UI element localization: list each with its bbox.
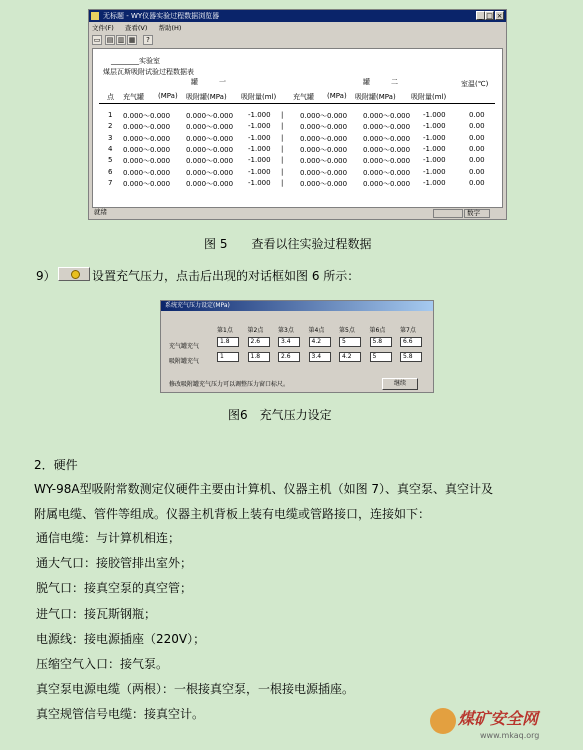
- row2-label: 吸附罐充气: [169, 358, 200, 365]
- print-setup-icon[interactable]: ▦: [128, 36, 136, 44]
- table-cell: 0.000～0.000: [123, 168, 171, 177]
- table-cell: 0.000～0.000: [300, 112, 348, 120]
- table-cell: 3: [108, 133, 113, 142]
- table-cell: 0.000～0.000: [300, 179, 348, 188]
- statusbar: [92, 209, 503, 218]
- connection-item: 压缩空气入口：接气泵。: [36, 657, 169, 671]
- table-cell: 0.00: [469, 156, 485, 165]
- table-cell: -1.000: [423, 156, 446, 165]
- gear-icon: [71, 270, 80, 279]
- table-cell: 0.000～0.000: [300, 157, 348, 166]
- connection-item: 真空泵电源电缆（两根）：一根接真空泵，一根接电源插座。: [36, 682, 355, 697]
- table-cell: -1.000: [248, 111, 271, 119]
- table-cell: 0.000～0.000: [123, 157, 171, 166]
- col-header: 吸附量(ml): [411, 93, 447, 101]
- menubar: [92, 24, 190, 33]
- window-titlebar: [89, 10, 506, 22]
- table-cell: -1.000: [423, 122, 446, 131]
- preview-icon[interactable]: ▥: [117, 36, 125, 44]
- point-header: 第1点: [217, 327, 233, 334]
- open-icon[interactable]: ▭: [93, 36, 101, 44]
- adsorption-tank-input[interactable]: 5.8: [400, 352, 422, 362]
- set-pressure-button[interactable]: [58, 267, 90, 281]
- adsorption-tank-input[interactable]: 5: [370, 352, 392, 362]
- table-cell: 5: [108, 156, 113, 165]
- point-header: 第2点: [247, 327, 264, 334]
- table-cell: -1.000: [423, 133, 446, 142]
- table-cell: 2: [108, 122, 113, 131]
- table-cell: 0.000～0.000: [123, 145, 171, 154]
- continue-button[interactable]: 继续: [382, 378, 418, 390]
- adsorption-tank-input[interactable]: 2.6: [278, 352, 300, 362]
- column-separator: |: [281, 122, 284, 131]
- table-cell: 0.000～0.000: [363, 157, 411, 166]
- point-header: 第6点: [369, 327, 386, 334]
- status-numlock: 数字: [464, 209, 490, 218]
- table-cell: -1.000: [423, 178, 446, 187]
- table-cell: 7: [108, 178, 113, 187]
- table-cell: 0.00: [469, 178, 485, 187]
- table-cell: -1.000: [248, 167, 271, 176]
- paragraph-line: 附属电缆、管件等组成。仪器主机背板上装有电缆或管路接口，连接如下：: [34, 507, 431, 521]
- logo-mark-icon: [430, 708, 456, 734]
- table-cell: 0.00: [469, 133, 485, 142]
- logo-name: 煤矿安全网: [458, 709, 539, 728]
- table-cell: 0.000～0.000: [363, 145, 411, 154]
- charge-tank-input[interactable]: 5.8: [370, 337, 392, 347]
- table-cell: 0.000～0.000: [363, 112, 411, 120]
- connection-item: 真空规管信号电缆：接真空计。: [36, 707, 205, 722]
- table-cell: -1.000: [248, 144, 271, 153]
- table-cell: 0.000～0.000: [300, 123, 348, 132]
- column-separator: |: [281, 167, 284, 176]
- row1-label: 充气罐充气: [169, 343, 200, 350]
- logo-url: www.mkaq.org: [480, 731, 540, 740]
- table-cell: -1.000: [248, 133, 271, 142]
- close-button[interactable]: ×: [496, 12, 503, 20]
- table-cell: 0.000～0.000: [186, 134, 234, 143]
- col-header: 吸附罐(MPa): [355, 93, 396, 101]
- connection-item: 进气口：接瓦斯钢瓶；: [36, 606, 157, 621]
- step-text: 设置充气压力，点击后出现的对话框如图 6 所示：: [92, 269, 360, 283]
- table-cell: 0.00: [469, 122, 485, 131]
- col-header: 吸附量(ml): [241, 93, 277, 101]
- table-cell: -1.000: [248, 156, 271, 165]
- charge-tank-input[interactable]: 4.2: [309, 337, 331, 347]
- report-view: [92, 48, 503, 208]
- table-cell: 0.000～0.000: [186, 145, 234, 154]
- table-title: 煤层瓦斯吸附试验过程数据表: [103, 68, 194, 76]
- help-icon[interactable]: ?: [143, 35, 153, 45]
- group-label-2: 罐 二: [363, 78, 398, 86]
- adsorption-tank-input[interactable]: 1.8: [248, 352, 270, 362]
- table-cell: 6: [108, 167, 113, 176]
- connection-item: 通大气口：接胶管排出室外；: [36, 556, 193, 571]
- table-cell: 0.000～0.000: [186, 179, 234, 188]
- adsorption-tank-input[interactable]: 3.4: [309, 352, 331, 362]
- dialog-note: 修改吸附罐充气压力可以调整压力窗口标尺。: [169, 381, 290, 388]
- table-cell: -1.000: [423, 111, 446, 119]
- group-label-1: 罐 一: [191, 78, 226, 86]
- minimize-button[interactable]: _: [476, 11, 485, 20]
- table-cell: 0.000～0.000: [186, 157, 234, 166]
- connection-item: 通信电缆：与计算机相连；: [36, 531, 181, 545]
- table-cell: 0.000～0.000: [186, 112, 234, 120]
- point-header: 第5点: [339, 327, 355, 334]
- data-browser-window: [88, 9, 507, 220]
- lab-line: ________实验室: [111, 57, 160, 65]
- table-cell: 0.000～0.000: [123, 134, 171, 143]
- col-header: 充气罐: [123, 93, 144, 101]
- app-icon: [91, 12, 99, 20]
- table-cell: 0.000～0.000: [300, 134, 348, 143]
- point-header: 第7点: [400, 327, 416, 334]
- table-cell: 0.00: [469, 144, 485, 153]
- table-cell: 0.000～0.000: [186, 168, 234, 177]
- table-cell: -1.000: [248, 178, 271, 187]
- print-icon[interactable]: ▤: [106, 36, 114, 44]
- site-logo: [428, 700, 578, 744]
- col-header: 充气罐: [293, 93, 314, 101]
- pressure-setting-dialog: [160, 300, 434, 393]
- column-separator: |: [281, 156, 284, 165]
- charge-tank-input[interactable]: 6.6: [400, 337, 422, 347]
- point-header: 点: [107, 93, 114, 101]
- menu-view[interactable]: 查看(V): [124, 24, 148, 32]
- table-cell: 0.000～0.000: [123, 179, 171, 188]
- charge-tank-input[interactable]: 2.6: [248, 337, 270, 347]
- table-cell: -1.000: [423, 167, 446, 176]
- dialog-title: 系统充气压力设定(MPa): [161, 301, 433, 311]
- menu-help[interactable]: 帮助(H): [158, 24, 182, 32]
- section-heading: 2．硬件: [34, 458, 78, 472]
- status-panel: [433, 209, 463, 218]
- col-header: 吸附罐(MPa): [186, 93, 227, 101]
- table-cell: 0.000～0.000: [186, 123, 234, 132]
- connection-item: 电源线：接电源插座（220V）；: [36, 631, 206, 646]
- table-cell: 0.00: [469, 111, 485, 119]
- column-separator: |: [281, 133, 284, 142]
- column-separator: |: [281, 178, 284, 187]
- menu-file[interactable]: 文件(F): [92, 24, 114, 32]
- adsorption-tank-input[interactable]: 1: [217, 352, 239, 362]
- table-cell: 0.000～0.000: [363, 179, 411, 188]
- point-header: 第3点: [278, 327, 294, 334]
- figure6-caption: 图6 充气压力设定: [228, 408, 332, 422]
- column-separator: |: [281, 111, 284, 119]
- step-number: 9）: [36, 269, 56, 283]
- table-cell: -1.000: [248, 122, 271, 131]
- col-header: (MPa): [327, 92, 347, 100]
- charge-tank-input[interactable]: 1.8: [217, 337, 239, 347]
- window-title: 无标题 - WY仪器实验过程数据浏览器: [103, 12, 220, 20]
- col-header: (MPa): [158, 92, 178, 100]
- table-cell: 0.000～0.000: [300, 145, 348, 154]
- figure5-caption: 图 5 查看以往实验过程数据: [204, 237, 372, 251]
- table-cell: 0.000～0.000: [300, 168, 348, 177]
- column-separator: |: [281, 144, 284, 153]
- table-cell: 0.000～0.000: [123, 112, 171, 120]
- table-cell: 0.000～0.000: [363, 134, 411, 143]
- charge-tank-input[interactable]: 5: [339, 337, 361, 347]
- charge-tank-input[interactable]: 3.4: [278, 337, 300, 347]
- room-temp-header: 室温(℃): [461, 80, 489, 88]
- table-cell: 1: [108, 111, 113, 119]
- point-header: 第4点: [308, 327, 325, 334]
- maximize-button[interactable]: □: [486, 12, 493, 20]
- connection-item: 脱气口：接真空泵的真空管；: [36, 581, 193, 596]
- status-ready: 就绪: [94, 208, 107, 216]
- header-divider: [99, 103, 495, 104]
- table-cell: 0.00: [469, 167, 485, 176]
- adsorption-tank-input[interactable]: 4.2: [339, 352, 361, 362]
- table-cell: 4: [108, 144, 113, 153]
- table-cell: -1.000: [423, 144, 446, 153]
- paragraph-line: WY-98A型吸附常数测定仪硬件主要由计算机、仪器主机（如图 7）、真空泵、真空计及: [34, 482, 494, 496]
- table-cell: 0.000～0.000: [123, 123, 171, 132]
- table-cell: 0.000～0.000: [363, 123, 411, 132]
- table-cell: 0.000～0.000: [363, 168, 411, 177]
